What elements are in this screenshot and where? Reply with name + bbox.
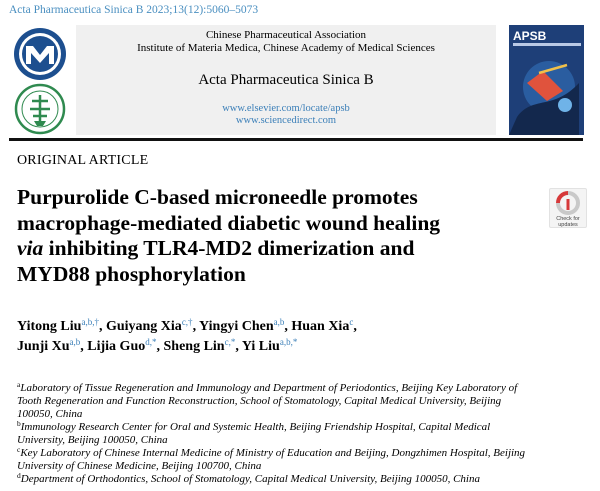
author-separator: , bbox=[284, 319, 292, 334]
title-line-4: MYD88 phosphorylation bbox=[17, 261, 246, 286]
author-separator: , bbox=[156, 339, 164, 354]
author-name[interactable]: Sheng Lin bbox=[163, 339, 225, 354]
journal-name: Acta Pharmaceutica Sinica B bbox=[198, 72, 374, 88]
affiliation-letter: b bbox=[17, 419, 21, 428]
affiliation-b bbox=[17, 421, 537, 447]
check-updates-label-2: updates bbox=[558, 222, 578, 228]
title-line-2: macrophage-mediated diabetic wound healing bbox=[17, 210, 441, 235]
author-separator: , bbox=[192, 319, 200, 334]
journal-urls bbox=[76, 103, 496, 127]
affiliation-c-line-1 bbox=[17, 447, 537, 460]
author-affiliation-marks: c,* bbox=[224, 337, 236, 347]
title-line-3-rest: inhibiting TLR4-MD2 dimerization and bbox=[43, 236, 415, 260]
association-name: Chinese Pharmaceutical Association bbox=[205, 29, 367, 41]
affiliation-text: Laboratory of Tissue Regeneration and Immunology and Department of Periodontics, Beijing Key Laboratory of bbox=[20, 382, 518, 394]
running-head: Acta Pharmaceutica Sinica B 2023;13(12):5060–5073 bbox=[9, 4, 259, 16]
affiliation-b-line-2: University, Beijing 100050, China bbox=[17, 434, 168, 446]
author-name[interactable]: Junji Xu bbox=[17, 339, 70, 354]
affiliation-c-line-2: University of Chinese Medicine, Beijing 100700, China bbox=[17, 460, 262, 472]
check-updates-label-1: Check for bbox=[556, 216, 580, 222]
author-list bbox=[17, 317, 537, 357]
institute-logo-icon bbox=[12, 83, 68, 135]
author-separator: , bbox=[353, 319, 357, 334]
author-name[interactable]: Huan Xia bbox=[291, 319, 350, 334]
affiliation-b-line-1 bbox=[17, 421, 537, 434]
affiliation-a-line-1 bbox=[17, 382, 537, 395]
affiliation-a-line-2: Tooth Regeneration and Function Reconstruction, School of Stomatology, Capital Medical University, Beijing bbox=[17, 395, 502, 407]
institute-name: Institute of Materia Medica, Chinese Academy of Medical Sciences bbox=[137, 42, 435, 54]
author-separator: , bbox=[235, 339, 242, 354]
author-line-2 bbox=[17, 337, 537, 357]
author-affiliation-marks: c bbox=[349, 317, 354, 327]
author-affiliation-marks: a,b,* bbox=[279, 337, 298, 347]
elsevier-link[interactable]: www.elsevier.com/locate/apsb bbox=[222, 103, 350, 114]
affiliation-d bbox=[17, 473, 537, 486]
author-name[interactable]: Yi Liu bbox=[241, 339, 280, 354]
affiliation-letter: c bbox=[17, 445, 21, 454]
header-rule bbox=[9, 138, 583, 141]
affiliation-a-line-3: 100050, China bbox=[17, 408, 83, 420]
association-logo-icon bbox=[12, 26, 68, 82]
author-line-1 bbox=[17, 317, 537, 337]
cover-title: APSB bbox=[513, 29, 547, 43]
author-name[interactable]: Lijia Guo bbox=[87, 339, 146, 354]
affiliation-a bbox=[17, 382, 537, 421]
check-updates-label bbox=[550, 216, 586, 228]
header-affiliations bbox=[76, 29, 496, 55]
author-affiliation-marks: a,b bbox=[69, 337, 81, 347]
affiliation-text: Department of Orthodontics, School of Stomatology, Capital Medical University, Beijing 100050, China bbox=[20, 473, 480, 485]
article-type: ORIGINAL ARTICLE bbox=[17, 153, 149, 168]
author-affiliation-marks: a,b,† bbox=[81, 317, 99, 327]
author-name[interactable]: Yingyi Chen bbox=[199, 319, 274, 334]
affiliation-c bbox=[17, 447, 537, 473]
affiliation-text: Key Laboratory of Chinese Internal Medicine of Ministry of Education and Beijing, Dongzhimen Hospital, Beijing bbox=[20, 447, 526, 459]
affiliation-letter: d bbox=[17, 471, 21, 480]
title-line-1: Purpurolide C-based microneedle promotes bbox=[17, 185, 418, 209]
author-separator: , bbox=[98, 319, 106, 334]
author-affiliation-marks: c,† bbox=[181, 317, 193, 327]
author-name[interactable]: Guiyang Xia bbox=[105, 319, 182, 334]
title-line-3 bbox=[17, 236, 537, 262]
author-separator: , bbox=[80, 339, 88, 354]
check-for-updates-button[interactable] bbox=[549, 188, 587, 228]
affiliation-letter: a bbox=[17, 380, 21, 389]
title-italic-word: via bbox=[17, 236, 44, 260]
affiliation-text: Immunology Research Center for Oral and Systemic Health, Beijing Friendship Hospital, Capital Medical bbox=[20, 421, 491, 433]
cover-subtitle-bar bbox=[513, 43, 581, 46]
article-title bbox=[17, 185, 537, 287]
sciencedirect-link[interactable]: www.sciencedirect.com bbox=[235, 115, 337, 126]
author-affiliation-marks: a,b bbox=[273, 317, 285, 327]
journal-cover-image bbox=[509, 25, 584, 135]
check-updates-icon bbox=[550, 190, 586, 216]
affiliation-d-line-1 bbox=[17, 473, 537, 486]
author-affiliation-marks: d,* bbox=[145, 337, 157, 347]
author-name[interactable]: Yitong Liu bbox=[17, 319, 82, 334]
